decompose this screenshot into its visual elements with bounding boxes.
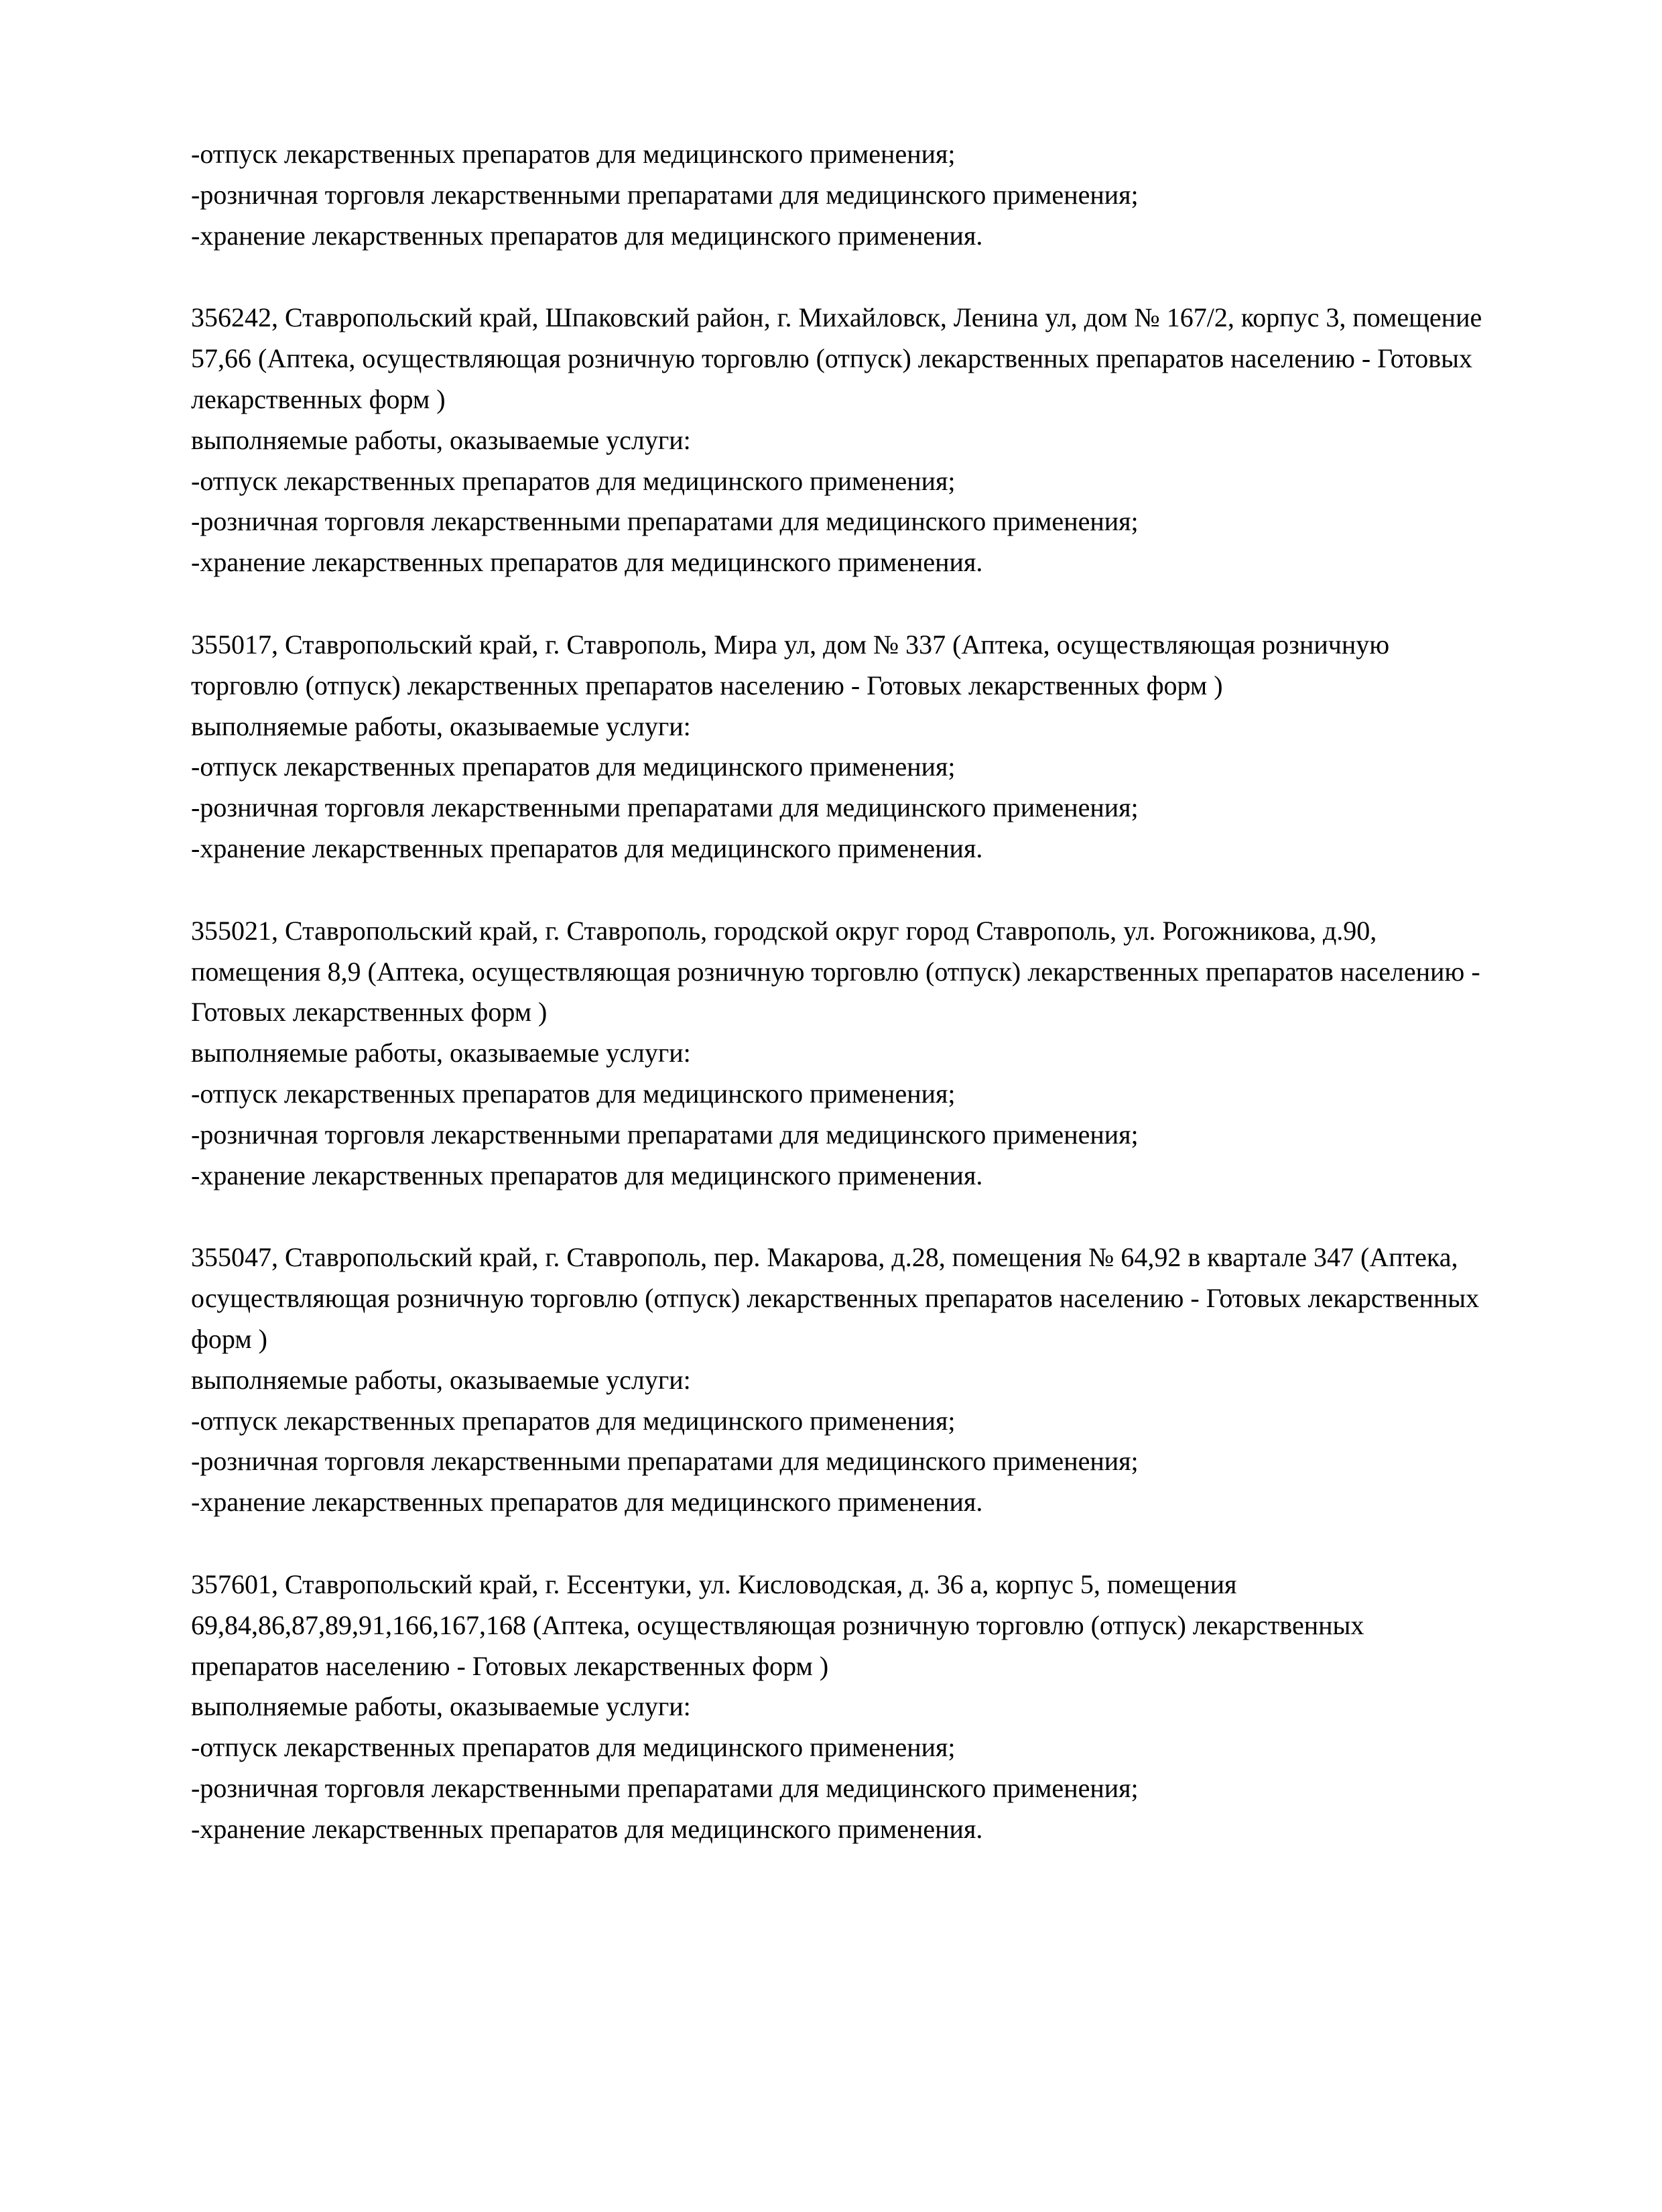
entry-services-header: выполняемые работы, оказываемые услуги: [191, 1364, 691, 1395]
entry-services-header: выполняемые работы, оказываемые услуги: [191, 1038, 691, 1068]
lead-service-line: -хранение лекарственных препаратов для медицинского применения. [191, 220, 983, 251]
entry-service-line: -розничная торговля лекарственными препаратами для медицинского применения; [191, 1772, 1139, 1803]
entry-service-line: -хранение лекарственных препаратов для медицинского применения. [191, 1487, 983, 1518]
entry-service-line: -хранение лекарственных препаратов для медицинского применения. [191, 1160, 983, 1190]
document-body [191, 134, 1498, 1849]
entry-address: 355017, Ставропольский край, г. Ставрополь, Мира ул, дом № 337 (Аптека, осуществляющая розничную торговлю (отпуск) лекарственных препаратов населению - Готовых лекарственных форм ) [191, 629, 1390, 700]
lead-service-line: -отпуск лекарственных препаратов для медицинского применения; [191, 139, 956, 169]
entry-service-line: -розничная торговля лекарственными препаратами для медицинского применения; [191, 1119, 1139, 1150]
entry-service-line: -отпуск лекарственных препаратов для медицинского применения; [191, 1732, 956, 1763]
entry-services-header: выполняемые работы, оказываемые услуги: [191, 1691, 691, 1722]
license-address-entry [191, 625, 1498, 869]
entry-address: 355047, Ставропольский край, г. Ставрополь, пер. Макарова, д.28, помещения № 64,92 в квартале 347 (Аптека, осуществляющая розничную торговлю (отпуск) лекарственных препаратов населению - Готовых лекарственных форм ) [191, 1242, 1480, 1354]
lead-services-block [191, 134, 1498, 256]
entry-service-line: -розничная торговля лекарственными препаратами для медицинского применения; [191, 506, 1139, 537]
entry-address: 356242, Ставропольский край, Шпаковский район, г. Михайловск, Ленина ул, дом № 167/2, корпус 3, помещение 57,66 (Аптека, осуществляющая розничную торговлю (отпуск) лекарственных препаратов населению - Готовых лекарственных форм ) [191, 302, 1482, 414]
entry-service-line: -отпуск лекарственных препаратов для медицинского применения; [191, 465, 956, 496]
entry-service-line: -хранение лекарственных препаратов для медицинского применения. [191, 547, 983, 578]
license-address-entry [191, 298, 1498, 583]
entry-service-line: -розничная торговля лекарственными препаратами для медицинского применения; [191, 1446, 1139, 1477]
entry-service-line: -отпуск лекарственных препаратов для медицинского применения; [191, 751, 956, 782]
entry-services-header: выполняемые работы, оказываемые услуги: [191, 424, 691, 455]
license-address-entry [191, 1237, 1498, 1523]
entry-service-line: -отпуск лекарственных препаратов для медицинского применения; [191, 1078, 956, 1109]
entry-service-line: -хранение лекарственных препаратов для медицинского применения. [191, 833, 983, 863]
entry-service-line: -розничная торговля лекарственными препаратами для медицинского применения; [191, 792, 1139, 823]
entry-address: 355021, Ставропольский край, г. Ставрополь, городской округ город Ставрополь, ул. Рогожникова, д.90, помещения 8,9 (Аптека, осуществляющая розничную торговлю (отпуск) лекарственных препаратов населению - Готовых лекарственных форм ) [191, 915, 1480, 1028]
entry-service-line: -хранение лекарственных препаратов для медицинского применения. [191, 1813, 983, 1844]
entry-address: 357601, Ставропольский край, г. Ессентуки, ул. Кисловодская, д. 36 а, корпус 5, помещения 69,84,86,87,89,91,166,167,168 (Аптека, осуществляющая розничную торговлю (отпуск) лекарственных препаратов населению - Готовых лекарственных форм ) [191, 1569, 1364, 1681]
entry-service-line: -отпуск лекарственных препаратов для медицинского применения; [191, 1405, 956, 1436]
license-address-entry [191, 911, 1498, 1196]
entry-services-header: выполняемые работы, оказываемые услуги: [191, 711, 691, 741]
license-address-entry [191, 1564, 1498, 1850]
lead-service-line: -розничная торговля лекарственными препаратами для медицинского применения; [191, 179, 1139, 210]
